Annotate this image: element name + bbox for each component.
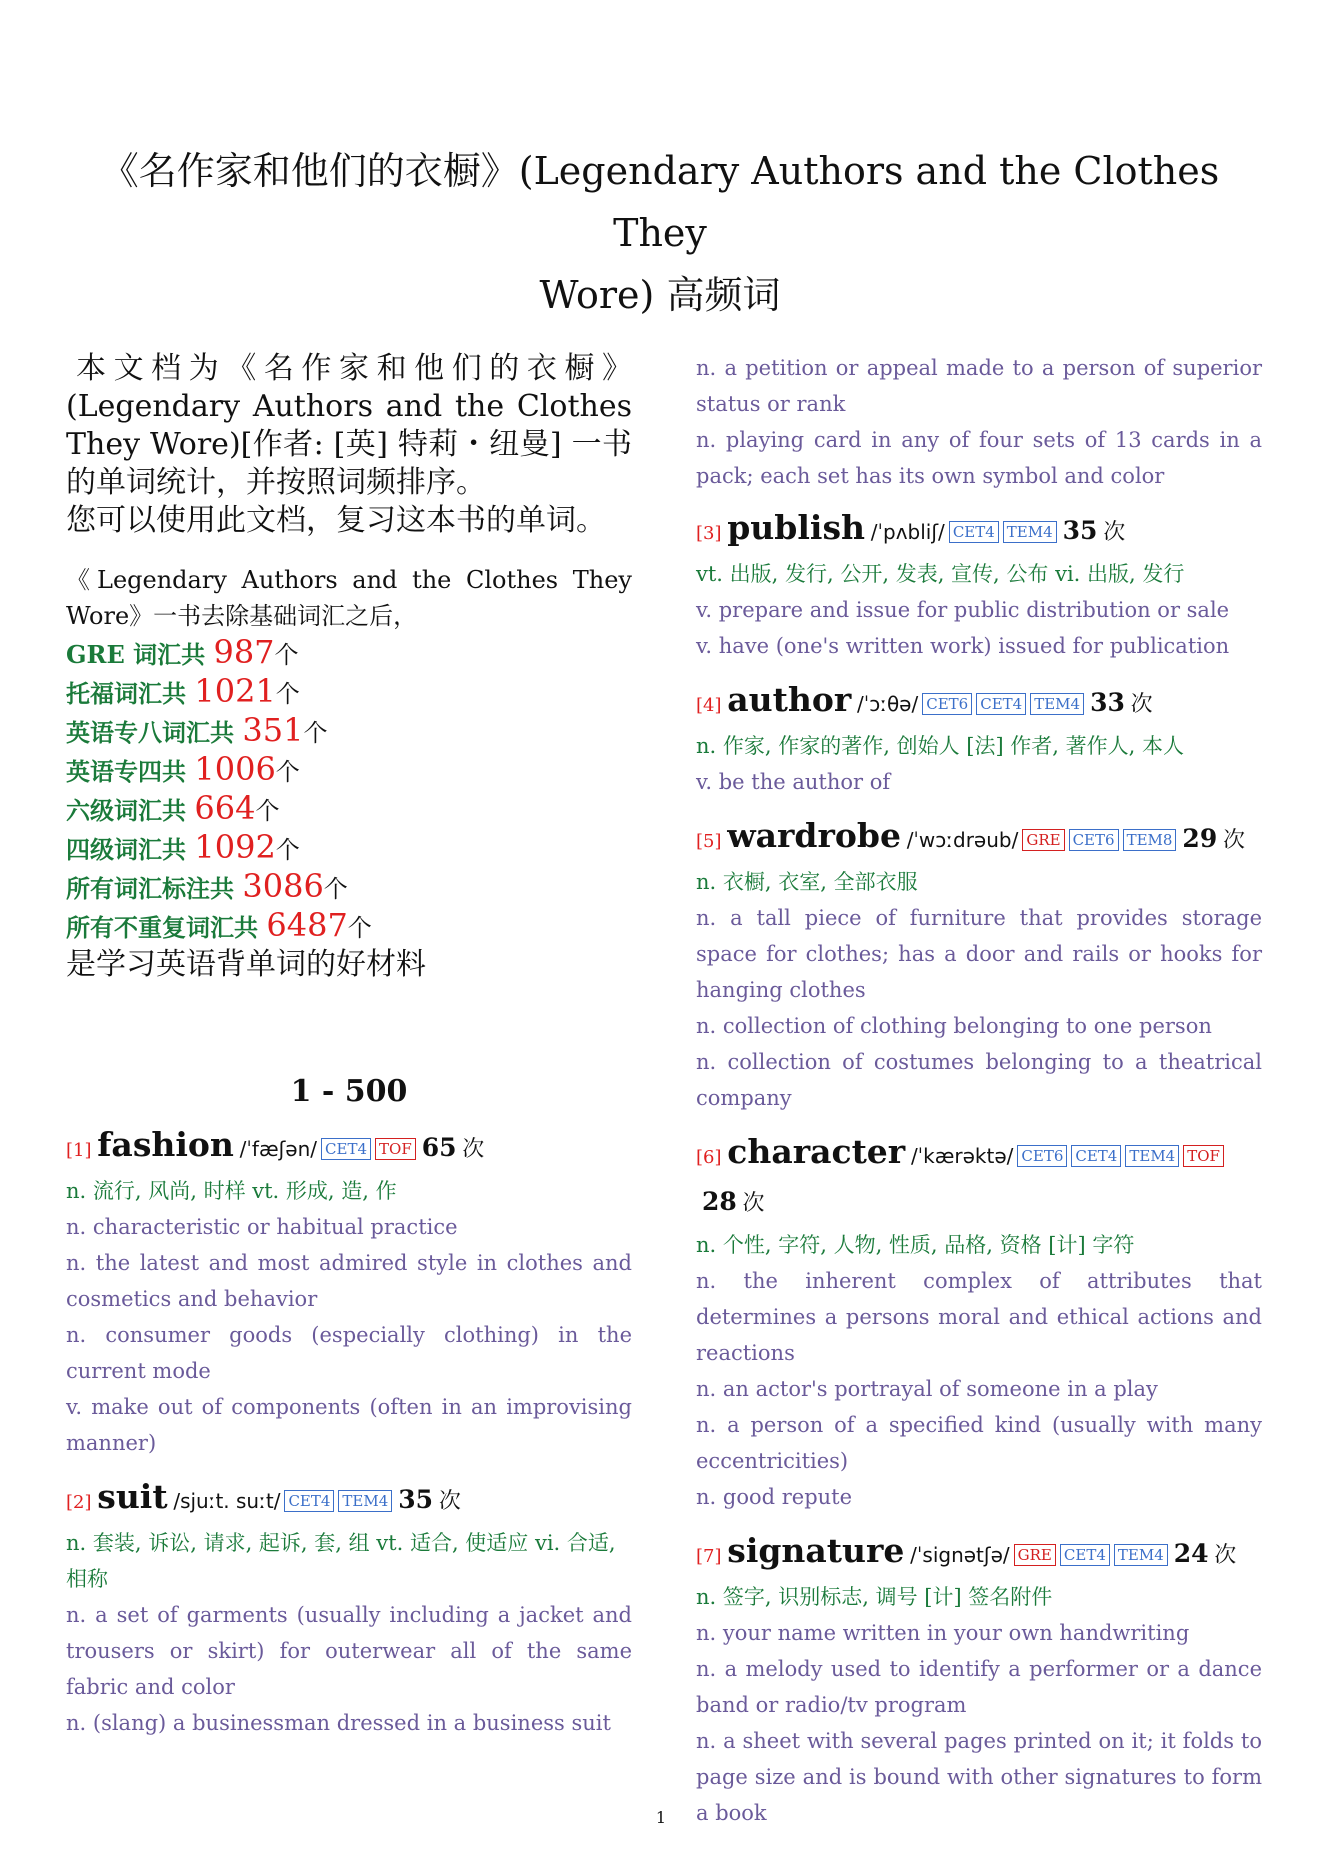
headword: suit — [97, 1477, 168, 1516]
frequency-count: 24 — [1173, 1539, 1209, 1568]
frequency-count: 65 — [421, 1133, 457, 1162]
left-column — [66, 350, 632, 1755]
pronunciation: /ˈkærəktə/ — [910, 1144, 1014, 1168]
entry-headline — [696, 1529, 1262, 1579]
stat-label: 六级词汇共 — [66, 796, 195, 825]
range-heading: 1 - 500 — [290, 1074, 408, 1109]
chinese-definition: n. 签字, 识别标志, 调号 [计] 签名附件 — [696, 1585, 1053, 1609]
exam-tag-badge: CET4 — [284, 1490, 334, 1512]
chinese-definition: n. 衣橱, 衣室, 全部衣服 — [696, 870, 918, 894]
stat-line — [66, 868, 632, 907]
stat-count: 6487 — [266, 906, 348, 944]
exam-tag-badge: TEM8 — [1123, 829, 1177, 851]
frequency-unit: 次 — [438, 1489, 461, 1514]
exam-tag-badge: CET4 — [976, 693, 1026, 715]
entry-index: [5] — [696, 831, 722, 852]
right-column — [696, 350, 1262, 1845]
stat-unit: 个 — [274, 641, 299, 669]
english-definition: n. an actor's portrayal of someone in a play — [696, 1377, 1158, 1401]
frequency-count: 33 — [1090, 688, 1125, 717]
stat-label: 托福词汇共 — [66, 679, 195, 708]
word-entry — [66, 1475, 632, 1741]
english-definition: n. consumer goods (especially clothing) in the current mode — [66, 1323, 632, 1383]
stat-line — [66, 673, 632, 712]
entry-headline — [696, 678, 1262, 728]
exam-tag-badge: CET4 — [1060, 1544, 1110, 1566]
entry-index: [7] — [696, 1546, 722, 1567]
exam-tag-badge: CET4 — [321, 1138, 371, 1160]
exam-tag-badge: TEM4 — [1125, 1145, 1179, 1167]
frequency-count: 28 — [702, 1187, 737, 1216]
entry-headline — [696, 1130, 1262, 1227]
frequency-unit: 次 — [1103, 520, 1126, 545]
headword: signature — [727, 1531, 905, 1570]
exam-tag-badge: TEM4 — [1114, 1544, 1168, 1566]
stat-unit: 个 — [323, 875, 348, 903]
english-definition: n. a tall piece of furniture that provides storage space for clothes; has a door and rails or hooks for hanging clothes — [696, 906, 1262, 1002]
right-entry-list — [696, 506, 1262, 1831]
stat-count: 351 — [242, 711, 304, 749]
exam-tag-badge: TEM4 — [1030, 693, 1084, 715]
stat-unit: 个 — [303, 719, 328, 747]
stat-unit: 个 — [347, 914, 372, 942]
entry-headline — [66, 1475, 632, 1525]
exam-tag-badge: TEM4 — [338, 1490, 392, 1512]
english-definition: n. the inherent complex of attributes that determines a persons moral and ethical actions and reactions — [696, 1269, 1262, 1365]
chinese-definition: n. 作家, 作家的著作, 创始人 [法] 作者, 著作人, 本人 — [696, 734, 1185, 758]
stat-unit: 个 — [275, 680, 300, 708]
stat-label: 四级词汇共 — [66, 835, 195, 864]
english-definition: n. your name written in your own handwriting — [696, 1621, 1190, 1645]
word-entry — [696, 678, 1262, 800]
frequency-unit: 次 — [742, 1191, 765, 1216]
entry-headline — [66, 1123, 632, 1173]
exam-tag-badge: CET6 — [1017, 1145, 1067, 1167]
entry-index: [1] — [66, 1140, 92, 1161]
intro-line-b: (Legendary Authors and the Clothes They Wore)[作者: [英] 特莉・纽曼] 一书的单词统计，并按照词频排序。 — [66, 389, 632, 500]
exam-tag-badge: TEM4 — [1003, 521, 1057, 543]
stat-unit: 个 — [275, 758, 300, 786]
intro-review-note: 您可以使用此文档，复习这本书的单词。 — [66, 503, 606, 538]
stat-count: 1006 — [194, 750, 276, 788]
entry-headline — [696, 814, 1262, 864]
english-definition: v. be the author of — [696, 770, 891, 794]
stat-label: GRE 词汇共 — [66, 640, 214, 669]
exam-tag-badge: CET4 — [1071, 1145, 1121, 1167]
closing-line: 是学习英语背单词的好材料 — [66, 947, 426, 982]
stat-label: 所有词汇标注共 — [66, 874, 243, 903]
document-title — [60, 140, 1260, 326]
chinese-definition: n. 套装, 诉讼, 请求, 起诉, 套, 组 vt. 适合, 使适应 vi. 合适, 相称 — [66, 1531, 616, 1591]
left-entry-list — [66, 1123, 632, 1741]
entry-index: [3] — [696, 523, 722, 544]
frequency-count: 35 — [398, 1485, 434, 1514]
english-definition: n. good repute — [696, 1485, 853, 1509]
stat-line — [66, 907, 632, 946]
stat-label: 所有不重复词汇共 — [66, 913, 267, 942]
english-definition: n. collection of costumes belonging to a theatrical company — [696, 1050, 1262, 1110]
stat-line — [66, 751, 632, 790]
english-definition: n. a set of garments (usually including a jacket and trousers or skirt) for outerwear all of the same fabric and color — [66, 1603, 632, 1699]
pronunciation: /ˈfæʃən/ — [239, 1137, 318, 1161]
entry-headline — [696, 506, 1262, 556]
chinese-definition: n. 流行, 风尚, 时样 vt. 形成, 造, 作 — [66, 1179, 397, 1203]
continued-definitions — [696, 350, 1262, 494]
english-definition: v. have (one's written work) issued for publication — [696, 634, 1230, 658]
english-definition: v. prepare and issue for public distribution or sale — [696, 598, 1230, 622]
stat-line — [66, 712, 632, 751]
english-definition: n. collection of clothing belonging to one person — [696, 1014, 1212, 1038]
stat-line — [66, 634, 632, 673]
entry-index: [4] — [696, 695, 722, 716]
stat-count: 3086 — [242, 867, 324, 905]
exam-tag-badge: TOF — [1183, 1145, 1224, 1167]
stat-count: 1021 — [194, 672, 276, 710]
pronunciation: /ˈwɔːdrəub/ — [906, 828, 1019, 852]
english-definition: n. a melody used to identify a performer or a dance band or radio/tv program — [696, 1657, 1262, 1717]
headword: character — [727, 1132, 906, 1171]
stat-unit: 个 — [275, 836, 300, 864]
frequency-unit: 次 — [1130, 692, 1153, 717]
english-definition: n. characteristic or habitual practice — [66, 1215, 458, 1239]
word-entry — [696, 814, 1262, 1116]
stat-line — [66, 829, 632, 868]
english-definition: n. a petition or appeal made to a person of superior status or rank — [696, 356, 1262, 416]
intro-paragraph — [66, 350, 632, 502]
frequency-unit: 次 — [1222, 828, 1245, 853]
english-definition: n. (slang) a businessman dressed in a business suit — [66, 1711, 611, 1735]
title-line-1: 《名作家和他们的衣橱》(Legendary Authors and the Clothes They — [100, 149, 1220, 255]
pronunciation: /ˈɔːθə/ — [856, 692, 919, 716]
stat-line — [66, 790, 632, 829]
chinese-definition: n. 个性, 字符, 人物, 性质, 品格, 资格 [计] 字符 — [696, 1233, 1135, 1257]
frequency-count: 35 — [1062, 516, 1098, 545]
word-entry — [696, 1130, 1262, 1515]
exam-tag-badge: TOF — [375, 1138, 416, 1160]
exam-tag-badge: CET6 — [922, 693, 972, 715]
stat-count: 664 — [194, 789, 256, 827]
frequency-count: 29 — [1182, 824, 1218, 853]
english-definition: n. the latest and most admired style in clothes and cosmetics and behavior — [66, 1251, 632, 1311]
pronunciation: /sjuːt. suːt/ — [173, 1489, 281, 1513]
english-definition: n. playing card in any of four sets of 13 cards in a pack; each set has its own symbol and color — [696, 428, 1262, 488]
english-definition: v. make out of components (often in an improvising manner) — [66, 1395, 632, 1455]
intro-line-a: 本文档为《名作家和他们的衣橱》 — [76, 351, 632, 386]
pronunciation: /ˈpʌbliʃ/ — [870, 520, 945, 544]
word-entry — [696, 506, 1262, 664]
frequency-unit: 次 — [1214, 1543, 1237, 1568]
exam-tag-badge: GRE — [1022, 829, 1064, 851]
stat-count: 987 — [213, 633, 275, 671]
frequency-unit: 次 — [462, 1137, 485, 1162]
headword: fashion — [97, 1125, 234, 1164]
page-number: 1 — [655, 1808, 667, 1827]
stat-label: 英语专八词汇共 — [66, 718, 243, 747]
title-line-2: Wore) 高频词 — [539, 273, 781, 317]
stat-count: 1092 — [194, 828, 276, 866]
english-definition: n. a sheet with several pages printed on it; it folds to page size and is bound with other signatures to form a book — [696, 1729, 1262, 1825]
word-entry — [696, 1529, 1262, 1831]
intro-summary: 《Legendary Authors and the Clothes They Wore》一书去除基础词汇之后， — [66, 566, 632, 630]
headword: publish — [727, 508, 866, 547]
headword: wardrobe — [727, 816, 901, 855]
entry-index: [6] — [696, 1147, 722, 1168]
exam-tag-badge: CET6 — [1069, 829, 1119, 851]
english-definition: n. a person of a specified kind (usually with many eccentricities) — [696, 1413, 1262, 1473]
exam-tag-badge: CET4 — [949, 521, 999, 543]
stat-unit: 个 — [255, 797, 280, 825]
pronunciation: /ˈsignətʃə/ — [910, 1543, 1010, 1567]
chinese-definition: vt. 出版, 发行, 公开, 发表, 宣传, 公布 vi. 出版, 发行 — [696, 562, 1185, 586]
entry-index: [2] — [66, 1492, 92, 1513]
stat-label: 英语专四共 — [66, 757, 195, 786]
headword: author — [727, 680, 852, 719]
exam-tag-badge: GRE — [1014, 1544, 1056, 1566]
vocab-stats — [66, 634, 632, 946]
word-entry — [66, 1123, 632, 1461]
